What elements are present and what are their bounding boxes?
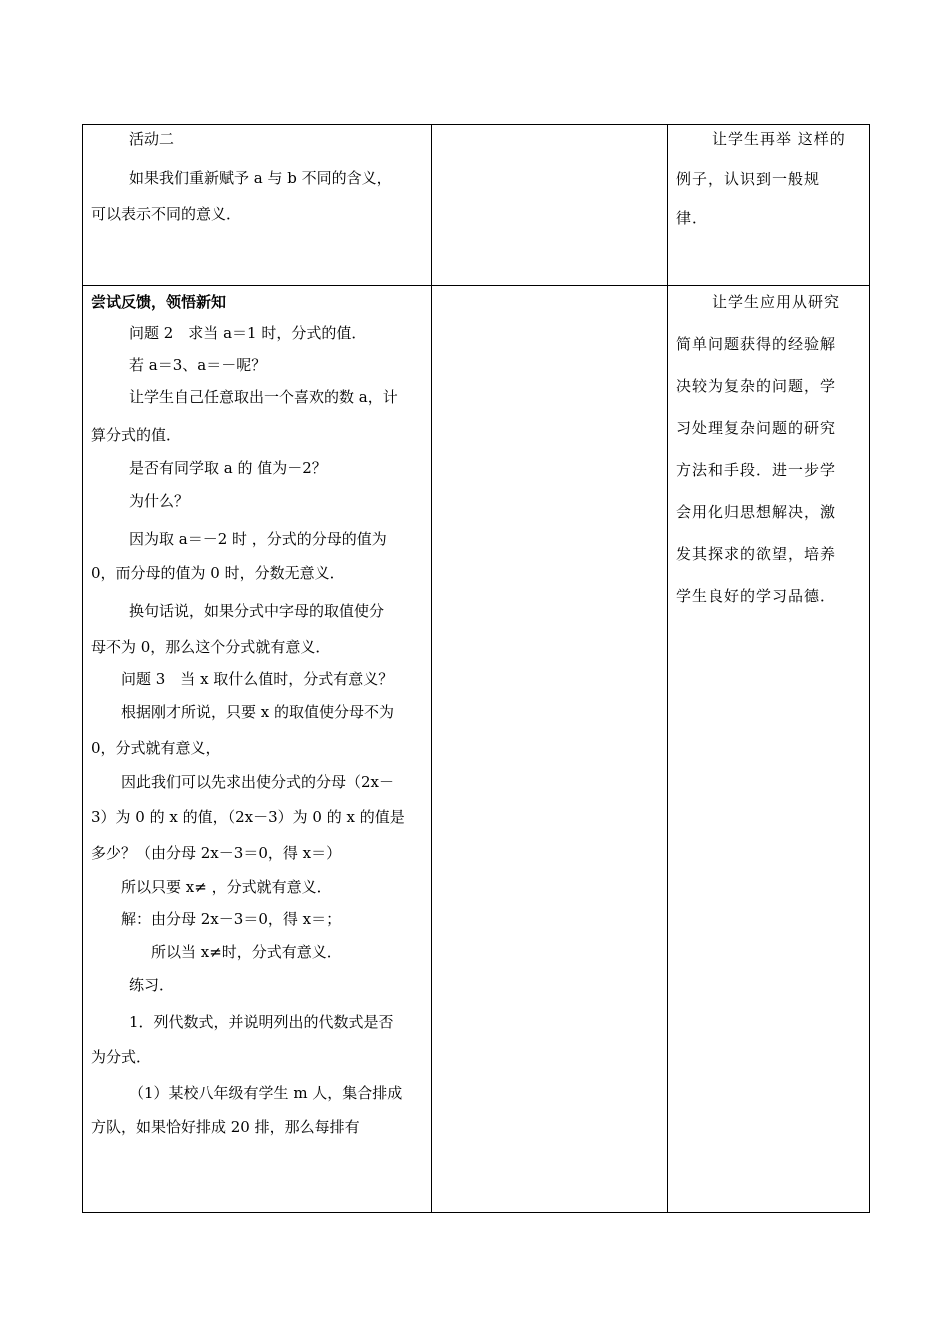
- text-line: 可以表示不同的意义．: [91, 205, 242, 223]
- section-heading: 尝试反馈，领悟新知: [91, 293, 227, 311]
- text-line: 1．列代数式，并说明列出的代数式是否: [129, 1013, 394, 1031]
- text-line: （1）某校八年级有学生 m 人，集合排成: [129, 1084, 403, 1102]
- lesson-table: [82, 124, 870, 1213]
- text-line: 方队，如果恰好排成 20 排，那么每排有: [91, 1118, 360, 1136]
- text-line: 3）为 0 的 x 的值，（2x－3）为 0 的 x 的值是: [91, 808, 405, 826]
- note-line: 律．: [676, 209, 709, 227]
- content-cell: [83, 286, 432, 1213]
- text-line: 换句话说，如果分式中字母的取值使分: [129, 602, 385, 620]
- note-line: 例子，认识到一般规: [676, 170, 821, 188]
- note-line: 决较为复杂的问题，学: [676, 377, 837, 395]
- text-line: 因为取 a＝－2 时 ，分式的分母的值为: [129, 530, 387, 548]
- text-line: 根据刚才所说，只要 x 的取值使分母不为: [121, 703, 394, 721]
- text-line: 问题 2 求当 a＝1 时，分式的值．: [129, 324, 367, 342]
- empty-cell: [432, 125, 668, 286]
- text-line: 多少？（由分母 2x－3＝0，得 x＝）: [91, 844, 342, 862]
- text-line: 所以当 x≠时，分式有意义．: [151, 943, 342, 961]
- note-line: 方法和手段．进一步学: [676, 461, 837, 479]
- text-line: 所以只要 x≠ ，分式就有意义．: [121, 878, 332, 896]
- table-row: [83, 125, 870, 286]
- text-line: 解：由分母 2x－3＝0，得 x＝；: [121, 910, 342, 928]
- note-line: 让学生应用从研究: [712, 293, 841, 311]
- empty-cell: [432, 286, 668, 1213]
- text-line: 0，而分母的值为 0 时，分数无意义．: [91, 564, 345, 582]
- text-line: 是否有同学取 a 的 值为－2？: [129, 459, 327, 477]
- text-line: 让学生自己任意取出一个喜欢的数 a，计: [129, 388, 398, 406]
- note-line: 习处理复杂问题的研究: [676, 419, 837, 437]
- activity-title: 活动二: [129, 130, 175, 148]
- text-line: 练习．: [129, 976, 175, 994]
- note-line: 学生良好的学习品德．: [676, 587, 837, 605]
- text-line: 如果我们重新赋予 a 与 b 不同的含义，: [129, 169, 392, 187]
- text-line: 算分式的值．: [91, 426, 182, 444]
- text-line: 0，分式就有意义，: [91, 739, 221, 757]
- text-line: 问题 3 当 x 取什么值时，分式有意义？: [121, 670, 394, 688]
- text-line: 母不为 0，那么这个分式就有意义．: [91, 638, 331, 656]
- text-line: 为分式．: [91, 1048, 152, 1066]
- note-line: 简单问题获得的经验解: [676, 335, 837, 353]
- note-cell: [668, 125, 870, 286]
- note-line: 发其探求的欲望，培养: [676, 545, 837, 563]
- note-cell: [668, 286, 870, 1213]
- text-line: 若 a＝3、a＝－呢？: [129, 356, 267, 374]
- note-line: 让学生再举 这样的: [712, 130, 846, 148]
- note-line: 会用化归思想解决，激: [676, 503, 837, 521]
- table-row: [83, 286, 870, 1213]
- text-line: 因此我们可以先求出使分式的分母（2x－: [121, 773, 395, 791]
- activity-cell: [83, 125, 432, 286]
- text-line: 为什么？: [129, 492, 190, 510]
